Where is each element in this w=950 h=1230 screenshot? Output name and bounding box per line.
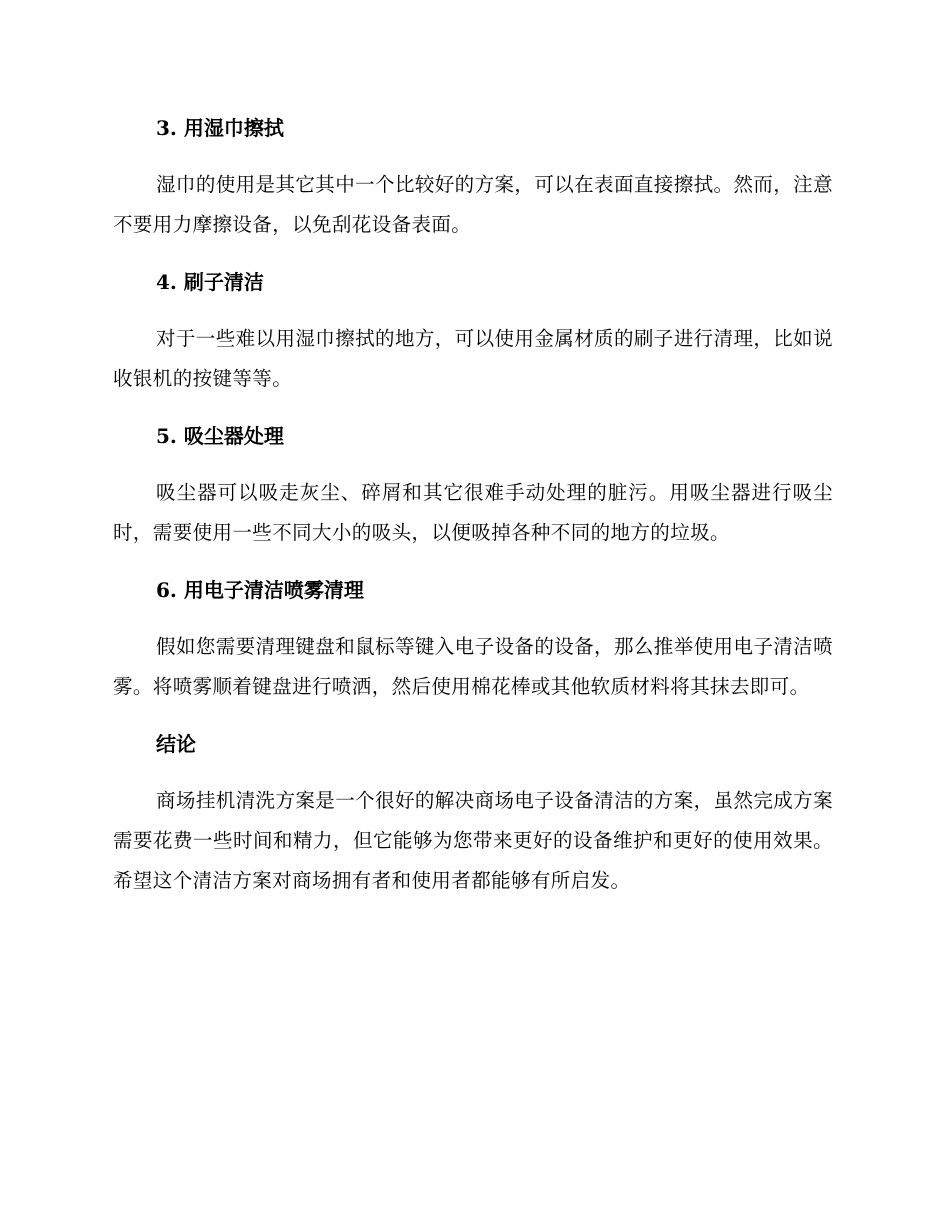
- section-body-conclusion: 商场挂机清洗方案是一个很好的解决商场电子设备清洁的方案，虽然完成方案需要花费一些时间和精力，但它能够为您带来更好的设备维护和更好的使用效果。希望这个清洁方案对商场拥有者和使用者都能够有所启发。: [113, 789, 833, 892]
- section-body-vacuum: 吸尘器可以吸走灰尘、碎屑和其它很难手动处理的脏污。用吸尘器进行吸尘时，需要使用一些不同大小的吸头，以便吸掉各种不同的地方的垃圾。: [113, 481, 833, 544]
- section-heading-spray: 6. 用电子清洁喷雾清理: [156, 578, 364, 602]
- section-heading-conclusion: 结论: [156, 732, 196, 756]
- section-body-wipes: 湿巾的使用是其它其中一个比较好的方案，可以在表面直接擦拭。然而，注意不要用力摩擦设备，以免刮花设备表面。: [113, 173, 833, 236]
- section-heading-brush: 4. 刷子清洁: [156, 270, 264, 294]
- section-body-brush: 对于一些难以用湿巾擦拭的地方，可以使用金属材质的刷子进行清理，比如说收银机的按键等等。: [113, 327, 833, 390]
- section-heading-vacuum: 5. 吸尘器处理: [156, 424, 284, 448]
- document-body: [113, 112, 833, 922]
- section-heading-wipes: 3. 用湿巾擦拭: [156, 116, 284, 140]
- section-body-spray: 假如您需要清理键盘和鼠标等键入电子设备的设备，那么推举使用电子清洁喷雾。将喷雾顺着键盘进行喷洒，然后使用棉花棒或其他软质材料将其抹去即可。: [113, 635, 833, 698]
